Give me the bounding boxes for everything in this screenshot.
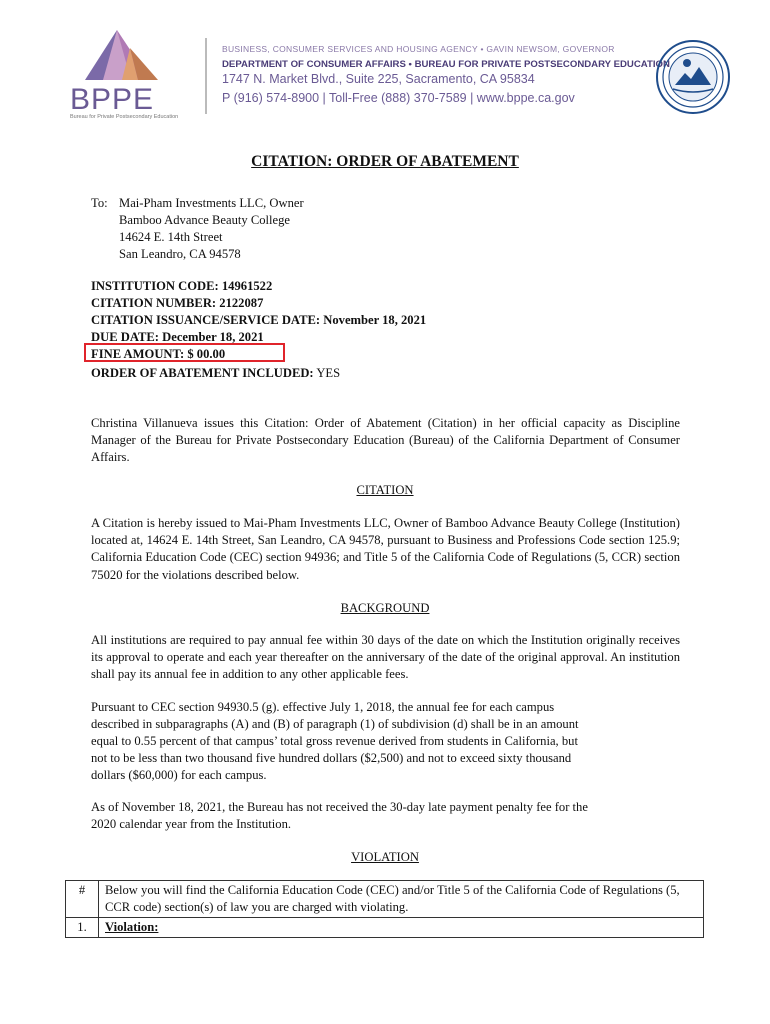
table-row xyxy=(66,881,704,918)
logo-subtitle: Bureau for Private Postsecondary Education xyxy=(70,114,179,120)
recipient-line: 14624 E. 14th Street xyxy=(119,230,223,244)
citation-heading: CITATION xyxy=(356,483,414,497)
fine-amount-highlight xyxy=(84,343,285,362)
recipient-line: Bamboo Advance Beauty College xyxy=(119,213,291,227)
california-state-seal-icon xyxy=(655,39,731,115)
institution-code-field: INSTITUTION CODE: 14961522 xyxy=(91,279,273,293)
document-title: CITATION: ORDER OF ABATEMENT xyxy=(251,153,519,170)
background-heading: BACKGROUND xyxy=(340,601,430,615)
bppe-logo-icon xyxy=(70,28,165,83)
bppe-logo xyxy=(70,28,165,83)
to-label: To: xyxy=(91,196,108,210)
contact-line: P (916) 574-8900 | Toll-Free (888) 370-7589 | www.bppe.ca.gov xyxy=(222,91,575,105)
agency-line: BUSINESS, CONSUMER SERVICES AND HOUSING AGENCY • GAVIN NEWSOM, GOVERNOR xyxy=(222,44,615,54)
fine-amount-field: FINE AMOUNT: $ 00.00 xyxy=(91,347,226,361)
citation-paragraph: A Citation is hereby issued to Mai-Pham Investments LLC, Owner of Bamboo Advance Beauty College (Institution) located at, 14624 E. 14th Street, San Leandro, CA 94578, pursuant to Business and Professions Code section 125.9; California Education Code (CEC) section 94936; and Title 5 of the California Code of Regulations (5, CCR) section 75020 for the violations described below. xyxy=(91,516,680,582)
citation-number-field: CITATION NUMBER: 2122087 xyxy=(91,296,264,310)
order-of-abatement-field: ORDER OF ABATEMENT INCLUDED: YES xyxy=(91,366,341,380)
department-line: DEPARTMENT OF CONSUMER AFFAIRS • BUREAU FOR PRIVATE POSTSECONDARY EDUCATION xyxy=(222,59,670,70)
logo-text: BPPE xyxy=(70,83,155,116)
recipient-line: San Leandro, CA 94578 xyxy=(119,247,241,261)
header-divider xyxy=(205,38,207,114)
issuance-date-field: CITATION ISSUANCE/SERVICE DATE: November 18, 2021 xyxy=(91,313,427,327)
table-row-text: Violation: xyxy=(99,918,704,938)
due-date-field: DUE DATE: December 18, 2021 xyxy=(91,330,264,344)
table-row xyxy=(66,918,704,938)
table-header-num: # xyxy=(66,881,99,918)
recipient-line: Mai-Pham Investments LLC, Owner xyxy=(119,196,304,210)
table-header-text: Below you will find the California Education Code (CEC) and/or Title 5 of the California Code of Regulations (5, CCR code) section(s) of law you are charged with violating. xyxy=(99,881,704,918)
violation-heading: VIOLATION xyxy=(351,850,419,864)
background-paragraph-1: All institutions are required to pay annual fee within 30 days of the date on which the Institution originally receives its approval to operate and each year thereafter on the anniversary of the date of the original approval. An institution shall pay its annual fee in addition to any other applicable fees. xyxy=(91,633,680,682)
address-line: 1747 N. Market Blvd., Suite 225, Sacramento, CA 95834 xyxy=(222,72,535,86)
intro-paragraph: Christina Villanueva issues this Citation: Order of Abatement (Citation) in her official capacity as Discipline Manager of the Bureau for Private Postsecondary Education (Bureau) of the California Department of Consumer Affairs. xyxy=(91,416,680,465)
violation-table xyxy=(65,880,704,938)
table-row-num: 1. xyxy=(66,918,99,938)
